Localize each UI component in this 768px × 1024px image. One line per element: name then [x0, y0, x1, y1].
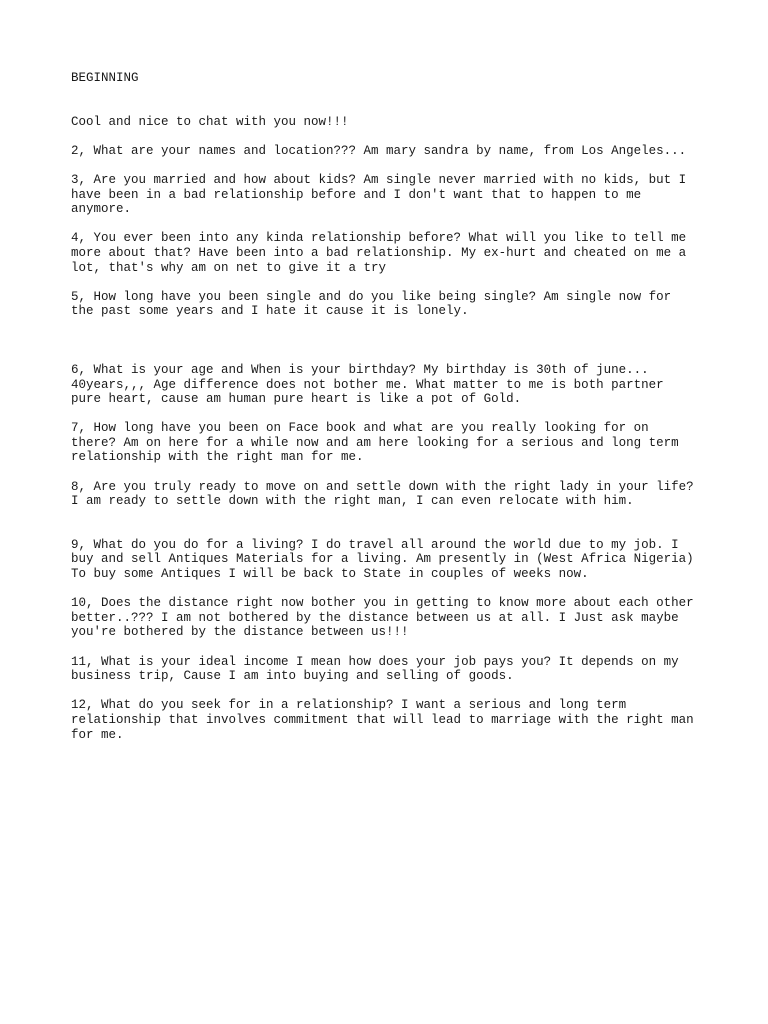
- paragraph-q8: 8, Are you truly ready to move on and settle down with the right lady in your life? I am ready to settle down with the right man, I can even relocate with him.: [71, 479, 694, 509]
- paragraph-q7: 7, How long have you been on Face book and what are you really looking for on there? Am on here for a while now and am here looking for a serious and long term relationship with the right man for me.: [71, 421, 679, 465]
- document-page: [71, 71, 711, 757]
- paragraph-q10: 10, Does the distance right now bother you in getting to know more about each other better..??? I am not bothered by the distance between us at all. I Just ask maybe you're bothered by the distance between us!!!: [71, 596, 694, 640]
- paragraph-q9: 9, What do you do for a living? I do travel all around the world due to my job. I buy and sell Antiques Materials for a living. Am presently in (West Africa Nigeria) To buy some Antiques I will be back to State in couples of weeks now.: [71, 537, 694, 582]
- paragraph-q12: 12, What do you seek for in a relationship? I want a serious and long term relationship that involves commitment that will lead to marriage with the right man for me.: [71, 698, 694, 742]
- document-heading: BEGINNING: [71, 71, 139, 85]
- paragraph-q3: 3, Are you married and how about kids? Am single never married with no kids, but I have been in a bad relationship before and I don't want that to happen to me anymore.: [71, 172, 687, 217]
- paragraph-q2: 2, What are your names and location??? Am mary sandra by name, from Los Angeles...: [71, 143, 687, 158]
- paragraph-q4: 4, You ever been into any kinda relationship before? What will you like to tell me more about that? Have been into a bad relationship. My ex-hurt and cheated on me a lot, that's why am on net to give it a try: [71, 231, 687, 275]
- paragraph-intro: Cool and nice to chat with you now!!!: [71, 114, 349, 129]
- paragraph-q5: 5, How long have you been single and do you like being single? Am single now for the past some years and I hate it cause it is lonely.: [71, 289, 672, 319]
- paragraph-q11: 11, What is your ideal income I mean how does your job pays you? It depends on my business trip, Cause I am into buying and selling of goods.: [71, 654, 679, 684]
- paragraph-q6: 6, What is your age and When is your birthday? My birthday is 30th of june... 40years,,, Age difference does not bother me. What matter to me is both partner pure heart, cause am human pure heart is like a pot of Gold.: [71, 362, 664, 407]
